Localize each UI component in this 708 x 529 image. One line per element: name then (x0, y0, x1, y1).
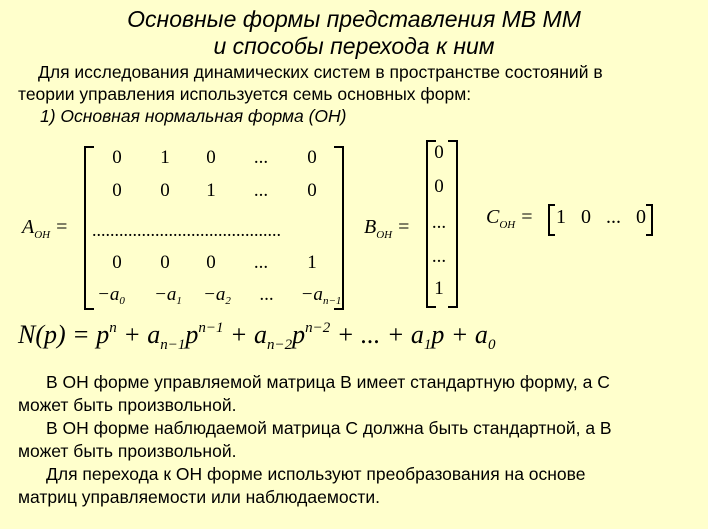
matrix-a-cell: 0 (206, 252, 216, 273)
matrix-a-last-row-cell: $-a_0$ (97, 284, 125, 307)
matrix-a-cell: 0 (112, 147, 122, 168)
slide-title-line2: и способы перехода к ним (213, 33, 495, 59)
slide-title-line1: Основные формы представления МВ ММ (127, 6, 581, 32)
note1-line1: В ОН форме управляемой матрица В имеет стандартную форму, а С (46, 372, 610, 392)
matrix-a-cell: ... (253, 252, 269, 273)
matrix-b-cell: ... (431, 212, 447, 233)
matrix-a-cell: ... (253, 147, 269, 168)
note3-line2: матриц управляемости или наблюдаемости. (18, 487, 381, 507)
intro-line1: Для исследования динамических систем в пространстве состояний в (38, 62, 603, 82)
matrix-b-cell: 0 (434, 142, 444, 163)
matrix-a-cell: 0 (112, 252, 122, 273)
matrix-b-label: $B_{ОН}$ = (364, 216, 410, 241)
matrix-c-label: $C_{ОН}$ = (486, 206, 533, 231)
matrix-a-cell: 1 (206, 180, 216, 201)
matrix-a-dots-row: .......................................... (92, 220, 281, 240)
matrix-a-cell: 1 (160, 147, 170, 168)
matrix-a-cell: ... (253, 180, 269, 201)
note1-line2: может быть произвольной. (18, 395, 237, 415)
note3-line1: Для перехода к ОН форме используют преобразования на основе (46, 464, 586, 484)
matrix-a-cell: 1 (307, 252, 317, 273)
note2-line2: может быть произвольной. (18, 441, 237, 461)
matrix-a-cell: 0 (206, 147, 216, 168)
matrix-a-cell: 0 (160, 252, 170, 273)
form-item-1: 1) Основная нормальная форма (ОН) (40, 106, 347, 126)
matrix-a-last-row-cell: $-a_{n-1}$ (300, 284, 342, 307)
matrix-b-cell: 0 (434, 176, 444, 197)
note2-line1: В ОН форме наблюдаемой матрица С должна быть стандартной, а В (46, 418, 612, 438)
matrix-a-cell: 0 (307, 180, 317, 201)
characteristic-polynomial: $N(p) = p^n + a_{n-1}p^{n-1} + a_{n-2}p^{n-2}$ + ... + $a_1p + a_0$ (18, 320, 496, 353)
matrix-a-last-row-cell: $-a_1$ (154, 284, 182, 307)
matrix-a-cell: 0 (160, 180, 170, 201)
matrix-c-left-bracket (548, 204, 555, 236)
matrix-c-row: 1 0 ... 0 (556, 206, 646, 228)
matrix-a-label: $A_{ОН}$ = (22, 216, 68, 241)
matrix-a-cell: 0 (307, 147, 317, 168)
matrix-c-right-bracket (646, 204, 653, 236)
intro-line2: теории управления используется семь основных форм: (18, 84, 472, 104)
matrix-a-last-row-cell: ... (259, 284, 275, 305)
matrix-b-cell: 1 (434, 278, 444, 299)
matrix-a-last-row-cell: $-a_2$ (203, 284, 231, 307)
matrix-a-cell: 0 (112, 180, 122, 201)
matrix-b-cell: ... (431, 246, 447, 267)
